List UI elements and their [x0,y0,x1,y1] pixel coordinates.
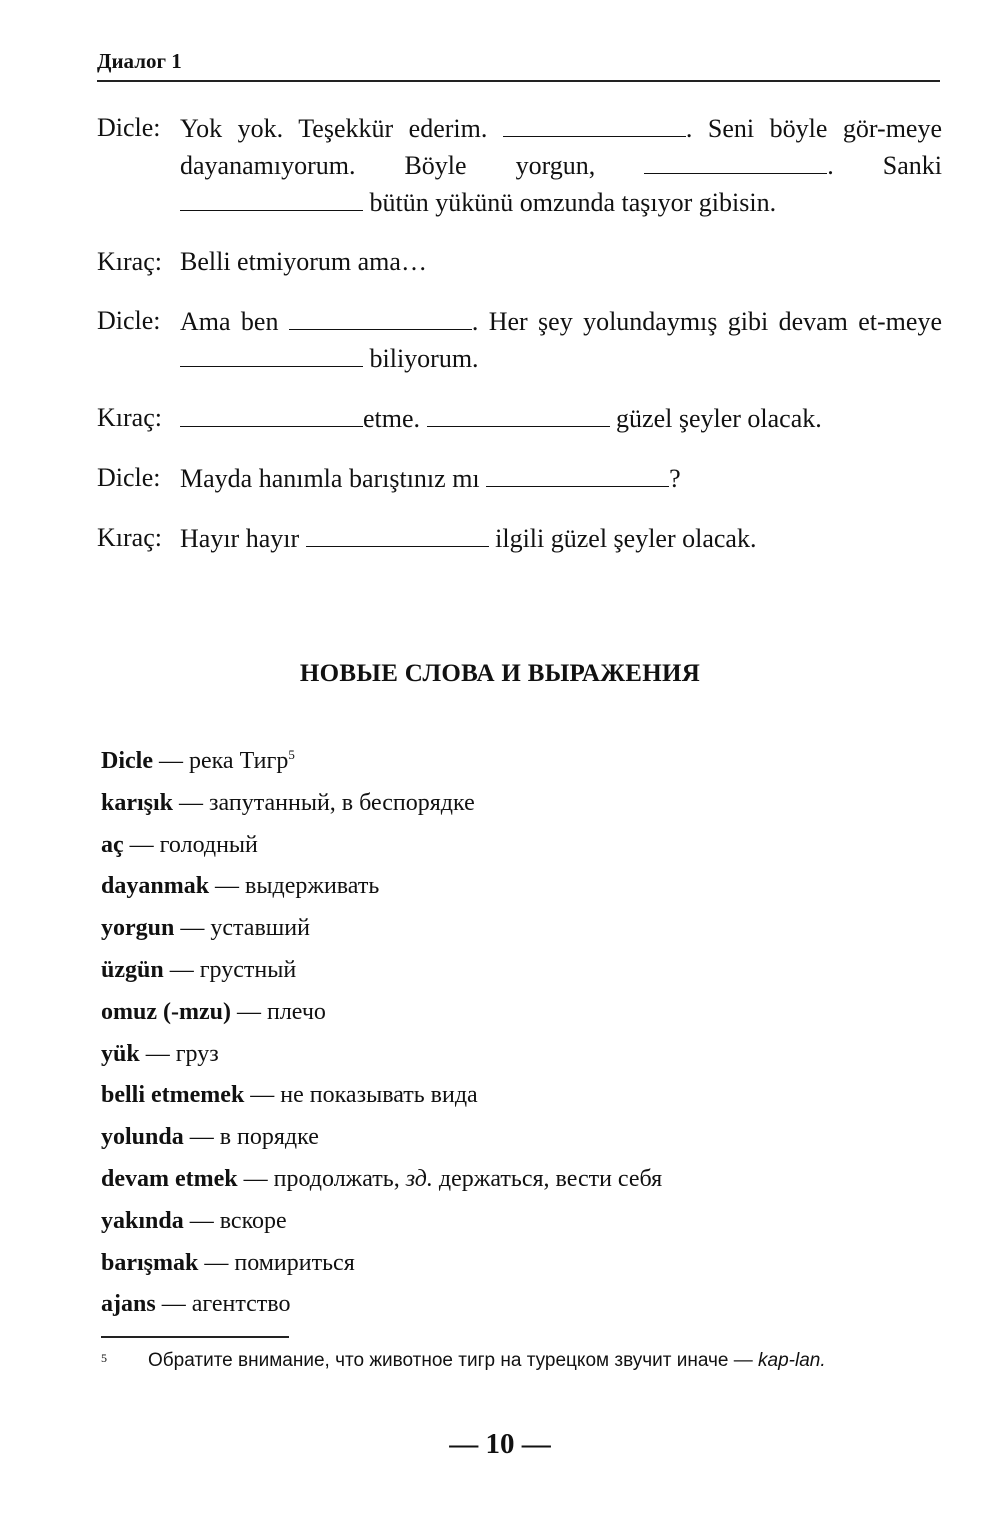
vocab-term: yolunda [101,1124,184,1151]
vocab-meaning: не показывать вида [280,1082,478,1109]
footnote-body: Обратите внимание, что животное тигр на турецком звучит иначе — [148,1350,759,1371]
dialogue-fragment: Hayır hayır [180,524,306,553]
section-title: НОВЫЕ СЛОВА И ВЫРАЖЕНИЯ [299,660,701,687]
vocab-meaning: грустный [199,956,297,983]
dialogue [97,110,942,580]
footnote-reference: 5 [288,747,295,762]
vocab-term: yük [101,1040,140,1067]
vocab-term: yakında [101,1207,184,1234]
vocab-dash: — [155,1291,192,1318]
vocab-meaning: плечо [266,998,326,1025]
dialogue-fragment: ? [669,464,681,493]
footnote-mark: 5 [101,1351,107,1365]
vocabulary-list [101,741,941,1326]
footnote-text [148,1346,946,1376]
vocab-meaning: уставший [210,915,310,942]
dialogue-fragment: etme. [363,404,427,433]
vocab-item [101,1159,941,1201]
vocab-item [101,1075,941,1117]
dialogue-line [97,110,942,221]
vocab-dash: — [173,789,210,816]
dialogue-fragment: Yok yok. Teşekkür ederim. [180,114,503,143]
dialogue-line [97,520,942,557]
vocab-term: barışmak [101,1249,199,1276]
vocab-meaning: вскоре [219,1207,287,1234]
dialogue-text [180,303,942,377]
vocab-dash: — [152,748,189,774]
vocab-dash: — [183,1124,220,1151]
vocab-meaning: выдерживать [245,873,380,900]
vocab-term: belli etmemek [101,1082,245,1109]
vocab-item [101,741,941,783]
page-number: — 10 — [449,1428,551,1460]
fill-in-blank [306,520,489,547]
vocab-meaning: продолжать, [273,1165,406,1192]
dialogue-text [180,400,942,437]
vocab-term: ajans [101,1291,156,1318]
vocab-dash: — [198,1249,235,1276]
vocab-item [101,908,941,950]
footnote [101,1346,946,1376]
fill-in-blank [289,303,472,330]
speaker-name: Dicle: [97,306,161,335]
vocab-dash: — [209,873,246,900]
vocab-term: aç [101,831,124,858]
vocab-item [101,1243,941,1285]
dialogue-text [180,460,942,497]
vocab-meaning: помириться [234,1249,355,1276]
vocab-term: yorgun [101,915,175,942]
dialogue-fragment: bütün yükünü omzunda taşıyor gibisin. [363,188,777,217]
vocab-item [101,1117,941,1159]
vocab-meaning: груз [175,1040,219,1067]
dialogue-fragment: biliyorum. [363,344,479,373]
speaker-name: Dicle: [97,113,161,142]
speaker-name: Kıraç: [97,247,162,276]
fill-in-blank [180,400,363,427]
dialogue-fragment: . Seni böyle gör-meye dayanamıyorum. Böyle yorgun, [180,114,943,180]
vocab-dash: — [174,915,211,942]
vocab-meaning: в порядке [219,1124,319,1151]
vocab-item [101,1284,941,1326]
dialogue-fragment: Mayda hanımla barıştınız mı [180,464,487,493]
vocab-term: karışık [101,789,174,816]
vocab-term: dayanmak [101,873,210,900]
vocab-term: omuz (-mzu) [101,998,231,1025]
vocab-meaning: голодный [159,831,258,858]
footnote-italic: kap-lan. [758,1350,826,1371]
vocab-item [101,825,941,867]
speaker-name: Dicle: [97,463,161,492]
dialogue-line [97,244,942,280]
speaker-name: Kıraç: [97,403,162,432]
vocab-term: üzgün [101,956,164,983]
dialogue-fragment: . Sanki [827,151,942,180]
vocab-term: Dicle [101,748,153,774]
vocab-item [101,950,941,992]
vocab-term: devam etmek [101,1165,238,1192]
dialogue-text [180,110,942,221]
vocab-meaning: запутанный, в беспорядке [209,789,475,816]
vocab-item [101,783,941,825]
fill-in-blank [427,400,610,427]
fill-in-blank [486,460,669,487]
vocab-dash: — [139,1040,176,1067]
dialogue-line [97,303,942,377]
vocab-item [101,1034,941,1076]
page-header [97,45,940,82]
vocab-meaning-extra: держаться, вести себя [432,1165,663,1192]
vocab-dash: — [230,998,267,1025]
dialogue-fragment: Belli etmiyorum ama… [180,247,427,276]
fill-in-blank [644,147,827,174]
header-title: Диалог 1 [97,49,182,73]
vocab-dash: — [123,831,160,858]
vocab-dash: — [244,1082,281,1109]
vocab-dash: — [163,956,200,983]
vocab-dash: — [237,1165,274,1192]
dialogue-fragment: ilgili güzel şeyler olacak. [488,524,757,553]
vocab-dash: — [183,1207,220,1234]
dialogue-text [180,244,942,280]
footnote-rule [101,1336,289,1338]
dialogue-fragment: . Her şey yolundaymış gibi devam et-meye [471,307,942,336]
dialogue-fragment: güzel şeyler olacak. [609,404,822,433]
vocab-italic-note: зд. [405,1165,433,1192]
vocab-meaning: река Тигр [188,748,289,774]
dialogue-line [97,460,942,497]
fill-in-blank [503,110,686,137]
dialogue-text [180,520,942,557]
vocab-meaning: агентство [191,1291,291,1318]
dialogue-fragment: Ama ben [180,307,289,336]
vocab-item [101,1201,941,1243]
fill-in-blank [180,184,363,211]
vocab-item [101,866,941,908]
dialogue-line [97,400,942,437]
speaker-name: Kıraç: [97,523,162,552]
fill-in-blank [180,340,363,367]
vocab-item [101,992,941,1034]
